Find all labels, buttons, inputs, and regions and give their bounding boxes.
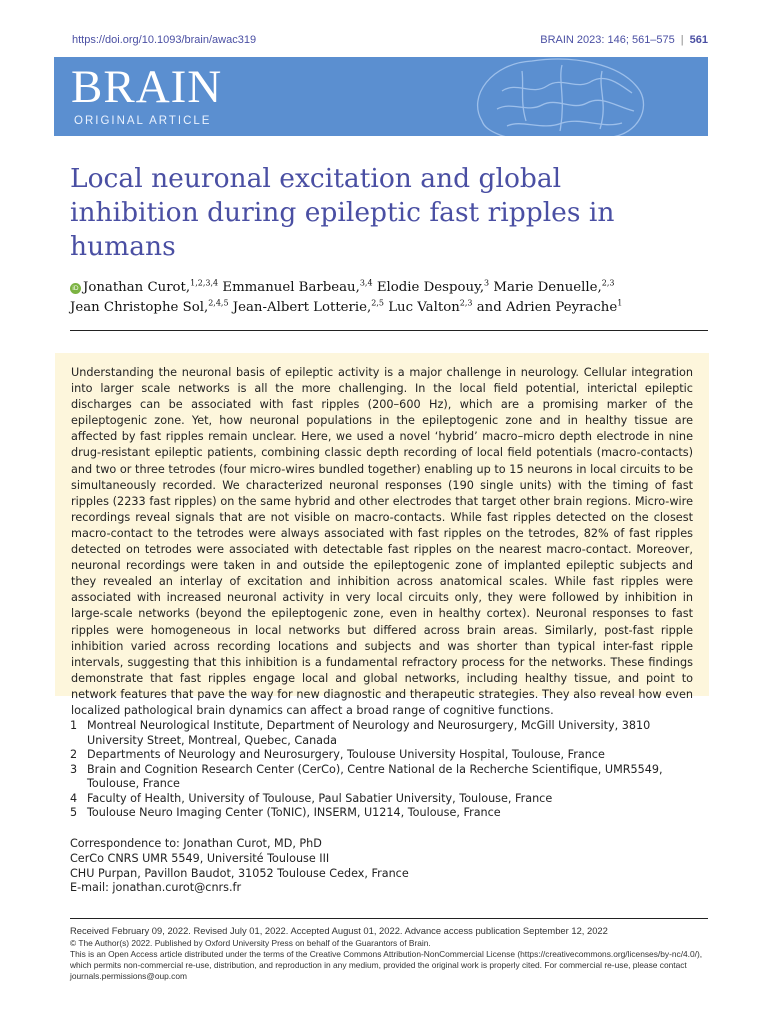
received-dates: Received February 09, 2022. Revised July 01, 2022. Accepted August 01, 2022. Advance access publication September 12, 2022	[70, 925, 608, 936]
affiliation-text: Departments of Neurology and Neurosurgery, Toulouse University Hospital, Toulouse, France	[87, 748, 605, 761]
copyright-notice: © The Author(s) 2022. Published by Oxford University Press on behalf of the Guarantors of Brain.	[70, 938, 431, 948]
affiliation-text: Toulouse Neuro Imaging Center (ToNIC), INSERM, U1214, Toulouse, France	[87, 806, 501, 819]
publication-footer	[70, 925, 710, 982]
author-affil-sup: 2,5	[371, 298, 384, 308]
orcid-icon[interactable]: iD	[70, 283, 81, 294]
citation	[540, 34, 708, 46]
affiliation-number: 4	[70, 791, 78, 805]
citation-text: BRAIN 2023: 146; 561–575	[540, 34, 675, 46]
author-name: Marie Denuelle,	[493, 280, 602, 295]
affiliation-number: 5	[70, 806, 78, 819]
abstract-text: Understanding the neuronal basis of epileptic activity is a major challenge in neurology. Cellular integration into larger scale networks is all the more challenging. In the local field potential, interictal epileptic discharges can be associated with fast ripples (200–600 Hz), which are a promising marker of the epileptogenic zone. Yet, how neuronal populations in the epileptogenic zone and in healthy tissue are affected by fast ripples remain unclear. Here, we used a novel ‘hybrid’ macro–micro depth electrode in nine drug-resistant epileptic patients, combining classic depth recording of local field potentials (macro-contacts) and two or three tetrodes (four micro-wires bundled together) enabling up to 15 neurons in local circuits to be simultaneously recorded. We characterized neuronal responses (190 single units) with the timing of fast ripples (2233 fast ripples) on the same hybrid and other electrodes that target other brain regions. Micro-wire recordings reveal signals that are not visible on macro-contacts. While fast ripples detected on the closest macro-contact to the tetrodes were always associated with fast ripples on the tetrodes, 82% of fast ripples detected on tetrodes were associated with detectable fast ripples on the nearest macro-contact. Moreover, neuronal recordings were taken in and outside the epileptogenic zone of implanted epileptic subjects and they revealed an interlay of excitation and inhibition across anatomical scales. While fast ripples were associated with increased neuronal activity in very local circuits only, they were followed by inhibition in large-scale networks (beyond the epileptogenic zone, even in healthy cortex). Neuronal responses to fast ripples were homogeneous in local networks but differed across brain areas. Similarly, post-fast ripple inhibition varied across recording locations and subjects and was shorter than typical inter-fast ripple intervals, suggesting that this inhibition is a fundamental refractory process for the networks. These findings demonstrate that fast ripples engage local and global networks, including healthy tissue, and point to network features that pave the way for new diagnostic and therapeutic strategies. They also reveal how even localized pathological brain dynamics can affect a broad range of cognitive functions.	[71, 366, 693, 717]
affiliation-number: 2	[70, 748, 78, 761]
author-affil-sup: 3	[484, 278, 490, 288]
author-name: Elodie Despouy,	[376, 280, 485, 295]
affiliation-item	[70, 806, 710, 821]
author-name: Emmanuel Barbeau,	[222, 280, 360, 295]
author-name: Jean Christophe Sol,	[70, 300, 209, 315]
affiliation-text: Montreal Neurological Institute, Department of Neurology and Neurosurgery, McGill University, 3810 University Street, Montreal, Quebec, Canada	[87, 719, 651, 747]
title-divider	[70, 330, 708, 331]
author-name: Jean-Albert Lotterie,	[232, 300, 372, 315]
correspondence-line: Correspondence to: Jonathan Curot, MD, PhD	[70, 837, 322, 850]
author-name: and Adrien Peyrache	[476, 300, 618, 315]
correspondence-line: CerCo CNRS UMR 5549, Université Toulouse III	[70, 851, 330, 865]
page-number: 561	[689, 34, 708, 46]
footer-divider	[70, 918, 708, 919]
journal-banner	[54, 57, 708, 136]
affiliation-item	[70, 719, 710, 748]
correspondence-email[interactable]: E-mail: jonathan.curot@cnrs.fr	[70, 881, 242, 895]
author-list	[70, 278, 715, 318]
author-name: Jonathan Curot,	[83, 280, 191, 295]
doi-link[interactable]: https://doi.org/10.1093/brain/awac319	[72, 34, 257, 46]
author-affil-sup: 2,4,5	[208, 298, 229, 308]
license-notice: This is an Open Access article distributed under the terms of the Creative Commons Attribution-NonCommercial License (https://creativecommons.org/licenses/by-nc/4.0/), which permits non-commercial re-use, distribution, and reproduction in any medium, provided the original work is properly cited. For commercial re-use, please contact journals.permissions@oup.com	[70, 949, 703, 981]
author-affil-sup: 2,3	[601, 278, 615, 288]
article-type: ORIGINAL ARTICLE	[74, 115, 212, 127]
journal-name: BRAIN	[71, 61, 223, 113]
affiliation-item	[70, 792, 710, 807]
affiliation-item	[70, 763, 710, 792]
affiliation-number: 3	[70, 762, 78, 776]
author-name: Luc Valton	[388, 300, 460, 315]
running-header	[72, 34, 708, 50]
affiliation-text: Faculty of Health, University of Toulouse, Paul Sabatier University, Toulouse, France	[87, 791, 553, 805]
correspondence-line: CHU Purpan, Pavillon Baudot, 31052 Toulouse Cedex, France	[70, 866, 409, 880]
author-affil-sup: 1,2,3,4	[190, 278, 219, 288]
affiliation-item	[70, 748, 710, 763]
author-affil-sup: 1	[617, 298, 623, 308]
abstract-box	[55, 353, 709, 717]
brain-illustration-icon	[462, 57, 652, 136]
header-separator: |	[680, 34, 684, 46]
affiliation-text: Brain and Cognition Research Center (CerCo), Centre National de la Recherche Scientifique, UMR5549, Toulouse, France	[87, 762, 663, 790]
affiliation-list	[70, 719, 710, 821]
article-title: Local neuronal excitation and global inhibition during epileptic fast ripples in humans	[70, 163, 615, 262]
author-affil-sup: 3,4	[359, 278, 373, 288]
author-affil-sup: 2,3	[459, 298, 473, 308]
correspondence-block	[70, 837, 710, 896]
affiliation-number: 1	[70, 719, 78, 732]
